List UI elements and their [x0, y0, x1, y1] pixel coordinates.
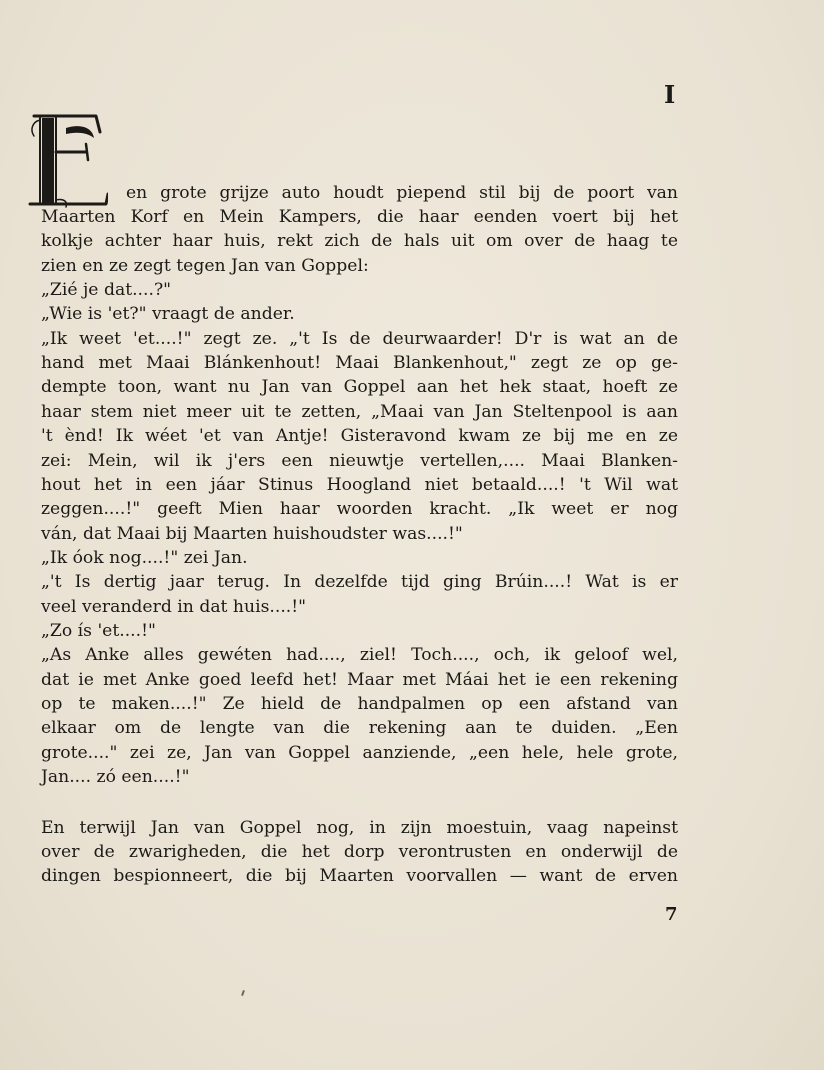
text-line: haar stem niet meer uit te zetten, „Maai van Jan Steltenpool is aan [41, 402, 678, 422]
text-line: „Ik weet 'et....!" zegt ze. „'t Is de deurwaarder! D'r is wat an de [41, 329, 678, 349]
text-line: op te maken....!" Ze hield de handpalmen op een afstand van [41, 694, 678, 714]
text-line: dat ie met Anke goed leefd het! Maar met Máai het ie een rekening [41, 670, 678, 690]
text-line: elkaar om de lengte van die rekening aan te duiden. „Een [41, 718, 678, 738]
text-line: over de zwarigheden, die het dorp verontrusten en onderwijl de [41, 842, 678, 862]
text-line: hout het in een jáar Stinus Hoogland niet betaald....! 't Wil wat [41, 475, 678, 495]
text-line: „Zo ís 'et....!" [41, 621, 156, 641]
text-line: ván, dat Maai bij Maarten huishoudster was....!" [41, 524, 463, 544]
text-line: En terwijl Jan van Goppel nog, in zijn moestuin, vaag napeinst [41, 818, 678, 838]
page-number: 7 [665, 904, 678, 925]
drop-cap-e [26, 108, 108, 212]
chapter-numeral: I [664, 80, 676, 109]
text-line: zei: Mein, wil ik j'ers een nieuwtje vertellen,.... Maai Blanken- [41, 451, 678, 471]
text-line: grote...." zei ze, Jan van Goppel aanziende, „een hele, hele grote, [41, 743, 678, 763]
text-line: hand met Maai Blánkenhout! Maai Blankenhout," zegt ze op ge- [41, 353, 678, 373]
text-line: „Zié je dat....?" [41, 280, 172, 300]
text-line: „'t Is dertig jaar terug. In dezelfde tijd ging Brúin....! Wat is er [41, 572, 678, 592]
text-line: „As Anke alles gewéten had...., ziel! Toch...., och, ik geloof wel, [41, 645, 678, 665]
text-line: Jan.... zó een....!" [41, 767, 190, 787]
text-line: kolkje achter haar huis, rekt zich de hals uit om over de haag te [41, 231, 678, 251]
text-line: veel veranderd in dat huis....!" [41, 597, 307, 617]
text-line: „Ik óok nog....!" zei Jan. [41, 548, 248, 568]
text-line: 't ènd! Ik wéet 'et van Antje! Gisteravond kwam ze bij me en ze [41, 426, 678, 446]
text-line: dempte toon, want nu Jan van Goppel aan het hek staat, hoeft ze [41, 377, 678, 397]
text-line: zien en ze zegt tegen Jan van Goppel: [41, 256, 369, 276]
text-line: zeggen....!" geeft Mien haar woorden kracht. „Ik weet er nog [41, 499, 678, 519]
text-line: dingen bespionneert, die bij Maarten voorvallen — want de erven [41, 866, 678, 886]
text-line: Maarten Korf en Mein Kampers, die haar eenden voert bij het [41, 207, 678, 227]
text-line: en grote grijze auto houdt piepend stil bij de poort van [126, 183, 678, 203]
paper-speck [241, 990, 245, 996]
text-line: „Wie is 'et?" vraagt de ander. [41, 304, 295, 324]
